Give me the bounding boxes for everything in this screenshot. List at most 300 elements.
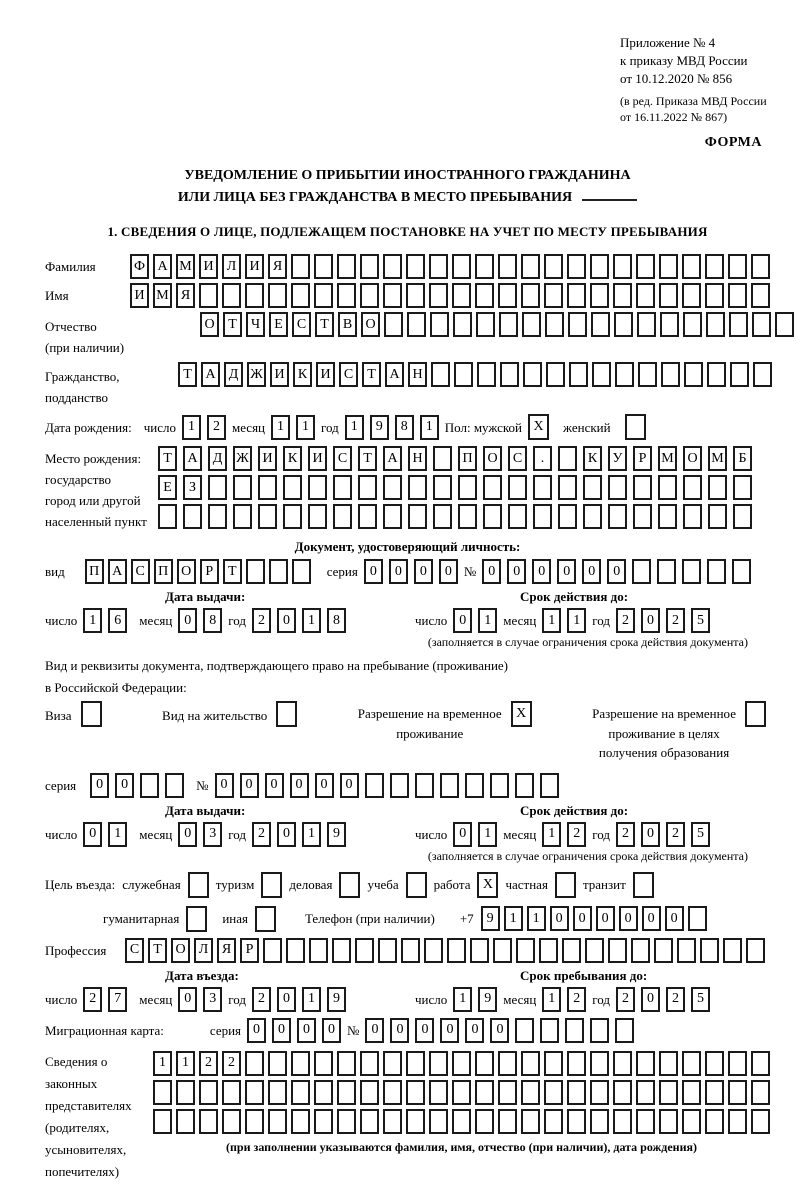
char-box[interactable] xyxy=(775,312,794,337)
char-box[interactable] xyxy=(199,1109,218,1134)
char-box[interactable] xyxy=(657,559,676,584)
char-box[interactable]: 2 xyxy=(83,987,102,1012)
char-box[interactable] xyxy=(728,283,747,308)
char-box[interactable] xyxy=(728,1051,747,1076)
char-box[interactable] xyxy=(498,1051,517,1076)
char-box[interactable] xyxy=(314,254,333,279)
char-box[interactable] xyxy=(452,1080,471,1105)
char-box[interactable]: О xyxy=(200,312,219,337)
char-box[interactable]: 0 xyxy=(390,1018,409,1043)
char-box[interactable]: 1 xyxy=(527,906,546,931)
char-box[interactable]: 0 xyxy=(247,1018,266,1043)
char-box[interactable]: Т xyxy=(315,312,334,337)
char-box[interactable]: З xyxy=(183,475,202,500)
char-box[interactable] xyxy=(508,475,527,500)
char-box[interactable] xyxy=(475,1109,494,1134)
purpose-work-checkbox[interactable]: X xyxy=(477,872,498,898)
char-box[interactable] xyxy=(729,312,748,337)
char-box[interactable]: Е xyxy=(158,475,177,500)
char-box[interactable] xyxy=(365,773,384,798)
char-box[interactable] xyxy=(591,312,610,337)
char-box[interactable]: Р xyxy=(240,938,259,963)
char-box[interactable] xyxy=(314,1051,333,1076)
char-box[interactable] xyxy=(567,1080,586,1105)
char-box[interactable]: А xyxy=(153,254,172,279)
char-box[interactable] xyxy=(291,1109,310,1134)
purpose-study-checkbox[interactable] xyxy=(406,872,427,898)
char-box[interactable] xyxy=(636,1051,655,1076)
char-box[interactable] xyxy=(258,475,277,500)
char-box[interactable] xyxy=(476,312,495,337)
char-box[interactable]: И xyxy=(270,362,289,387)
char-box[interactable] xyxy=(360,1109,379,1134)
char-box[interactable] xyxy=(728,1080,747,1105)
char-box[interactable] xyxy=(268,283,287,308)
char-box[interactable]: 2 xyxy=(207,415,226,440)
purpose-tourism-checkbox[interactable] xyxy=(261,872,282,898)
char-box[interactable]: 5 xyxy=(691,987,710,1012)
char-box[interactable] xyxy=(176,1080,195,1105)
char-box[interactable] xyxy=(659,1109,678,1134)
char-box[interactable] xyxy=(521,254,540,279)
temp-permit-checkbox[interactable]: X xyxy=(511,701,532,727)
char-box[interactable]: 6 xyxy=(108,608,127,633)
char-box[interactable] xyxy=(406,1109,425,1134)
char-box[interactable]: И xyxy=(316,362,335,387)
char-box[interactable]: 0 xyxy=(178,987,197,1012)
char-box[interactable]: 3 xyxy=(203,822,222,847)
char-box[interactable]: Т xyxy=(158,446,177,471)
char-box[interactable] xyxy=(684,362,703,387)
char-box[interactable]: 2 xyxy=(666,987,685,1012)
char-box[interactable] xyxy=(638,362,657,387)
char-box[interactable]: 1 xyxy=(182,415,201,440)
char-box[interactable] xyxy=(245,1080,264,1105)
char-box[interactable]: 2 xyxy=(666,608,685,633)
char-box[interactable]: 1 xyxy=(153,1051,172,1076)
char-box[interactable] xyxy=(682,254,701,279)
char-box[interactable] xyxy=(500,362,519,387)
purpose-humanitarian-checkbox[interactable] xyxy=(186,906,207,932)
char-box[interactable] xyxy=(565,1018,584,1043)
char-box[interactable]: Ф xyxy=(130,254,149,279)
char-box[interactable]: И xyxy=(308,446,327,471)
char-box[interactable] xyxy=(753,362,772,387)
char-box[interactable]: 0 xyxy=(277,987,296,1012)
char-box[interactable]: К xyxy=(283,446,302,471)
char-box[interactable]: С xyxy=(131,559,150,584)
char-box[interactable] xyxy=(477,362,496,387)
char-box[interactable]: О xyxy=(171,938,190,963)
char-box[interactable]: 2 xyxy=(222,1051,241,1076)
char-box[interactable]: 0 xyxy=(83,822,102,847)
char-box[interactable] xyxy=(545,312,564,337)
char-box[interactable]: 0 xyxy=(178,822,197,847)
char-box[interactable] xyxy=(430,312,449,337)
char-box[interactable] xyxy=(521,1109,540,1134)
char-box[interactable] xyxy=(708,475,727,500)
char-box[interactable] xyxy=(424,938,443,963)
char-box[interactable] xyxy=(636,1109,655,1134)
char-box[interactable] xyxy=(498,283,517,308)
char-box[interactable]: Р xyxy=(633,446,652,471)
char-box[interactable] xyxy=(568,312,587,337)
char-box[interactable] xyxy=(558,475,577,500)
char-box[interactable] xyxy=(632,559,651,584)
char-box[interactable] xyxy=(613,254,632,279)
char-box[interactable]: Р xyxy=(200,559,219,584)
char-box[interactable] xyxy=(705,254,724,279)
char-box[interactable]: П xyxy=(85,559,104,584)
char-box[interactable]: Н xyxy=(408,362,427,387)
char-box[interactable] xyxy=(613,1080,632,1105)
char-box[interactable] xyxy=(493,938,512,963)
char-box[interactable] xyxy=(383,1051,402,1076)
char-box[interactable] xyxy=(390,773,409,798)
char-box[interactable] xyxy=(498,1109,517,1134)
char-box[interactable] xyxy=(245,1109,264,1134)
char-box[interactable] xyxy=(383,254,402,279)
char-box[interactable]: Л xyxy=(222,254,241,279)
char-box[interactable] xyxy=(631,938,650,963)
char-box[interactable] xyxy=(383,504,402,529)
char-box[interactable] xyxy=(458,504,477,529)
char-box[interactable] xyxy=(447,938,466,963)
char-box[interactable] xyxy=(268,1051,287,1076)
char-box[interactable]: 0 xyxy=(340,773,359,798)
char-box[interactable]: 0 xyxy=(115,773,134,798)
char-box[interactable] xyxy=(688,906,707,931)
char-box[interactable]: 1 xyxy=(271,415,290,440)
char-box[interactable] xyxy=(222,283,241,308)
char-box[interactable] xyxy=(515,773,534,798)
char-box[interactable]: М xyxy=(153,283,172,308)
char-box[interactable]: 9 xyxy=(370,415,389,440)
char-box[interactable] xyxy=(683,312,702,337)
char-box[interactable]: М xyxy=(176,254,195,279)
char-box[interactable] xyxy=(706,312,725,337)
char-box[interactable]: 2 xyxy=(616,987,635,1012)
char-box[interactable] xyxy=(429,1080,448,1105)
char-box[interactable] xyxy=(508,504,527,529)
char-box[interactable] xyxy=(751,254,770,279)
char-box[interactable]: 0 xyxy=(507,559,526,584)
char-box[interactable]: 0 xyxy=(607,559,626,584)
char-box[interactable] xyxy=(245,283,264,308)
char-box[interactable] xyxy=(384,312,403,337)
char-box[interactable]: 0 xyxy=(557,559,576,584)
char-box[interactable]: 0 xyxy=(414,559,433,584)
char-box[interactable] xyxy=(583,504,602,529)
char-box[interactable] xyxy=(613,1109,632,1134)
char-box[interactable] xyxy=(332,938,351,963)
char-box[interactable] xyxy=(730,362,749,387)
char-box[interactable]: П xyxy=(458,446,477,471)
char-box[interactable]: 1 xyxy=(504,906,523,931)
char-box[interactable] xyxy=(153,1080,172,1105)
char-box[interactable] xyxy=(732,559,751,584)
char-box[interactable]: С xyxy=(333,446,352,471)
char-box[interactable] xyxy=(475,283,494,308)
char-box[interactable] xyxy=(268,1109,287,1134)
char-box[interactable] xyxy=(659,1051,678,1076)
char-box[interactable] xyxy=(608,504,627,529)
char-box[interactable] xyxy=(585,938,604,963)
char-box[interactable]: 1 xyxy=(345,415,364,440)
char-box[interactable] xyxy=(165,773,184,798)
char-box[interactable]: 0 xyxy=(641,608,660,633)
char-box[interactable] xyxy=(452,1109,471,1134)
char-box[interactable] xyxy=(153,1109,172,1134)
char-box[interactable] xyxy=(429,254,448,279)
char-box[interactable] xyxy=(453,312,472,337)
char-box[interactable] xyxy=(637,312,656,337)
char-box[interactable] xyxy=(490,773,509,798)
char-box[interactable] xyxy=(452,254,471,279)
purpose-business-checkbox[interactable] xyxy=(339,872,360,898)
char-box[interactable] xyxy=(592,362,611,387)
char-box[interactable] xyxy=(515,1018,534,1043)
char-box[interactable] xyxy=(465,773,484,798)
char-box[interactable] xyxy=(636,1080,655,1105)
residence-permit-checkbox[interactable] xyxy=(276,701,297,727)
char-box[interactable]: 1 xyxy=(453,987,472,1012)
char-box[interactable] xyxy=(308,475,327,500)
char-box[interactable] xyxy=(475,1051,494,1076)
char-box[interactable]: . xyxy=(533,446,552,471)
char-box[interactable] xyxy=(633,504,652,529)
char-box[interactable] xyxy=(246,559,265,584)
char-box[interactable] xyxy=(452,283,471,308)
char-box[interactable] xyxy=(383,1080,402,1105)
char-box[interactable] xyxy=(615,1018,634,1043)
char-box[interactable] xyxy=(544,1109,563,1134)
char-box[interactable]: Н xyxy=(408,446,427,471)
char-box[interactable] xyxy=(544,1080,563,1105)
char-box[interactable] xyxy=(751,1051,770,1076)
char-box[interactable]: Ж xyxy=(233,446,252,471)
char-box[interactable] xyxy=(406,1051,425,1076)
char-box[interactable] xyxy=(544,283,563,308)
char-box[interactable]: О xyxy=(361,312,380,337)
purpose-other-checkbox[interactable] xyxy=(255,906,276,932)
char-box[interactable] xyxy=(590,1018,609,1043)
char-box[interactable] xyxy=(292,559,311,584)
char-box[interactable]: Т xyxy=(148,938,167,963)
char-box[interactable] xyxy=(268,1080,287,1105)
char-box[interactable] xyxy=(406,1080,425,1105)
char-box[interactable]: 0 xyxy=(665,906,684,931)
char-box[interactable]: О xyxy=(177,559,196,584)
char-box[interactable] xyxy=(291,254,310,279)
char-box[interactable]: Я xyxy=(217,938,236,963)
char-box[interactable] xyxy=(590,1080,609,1105)
char-box[interactable] xyxy=(408,504,427,529)
char-box[interactable] xyxy=(378,938,397,963)
char-box[interactable]: 3 xyxy=(203,987,222,1012)
char-box[interactable]: А xyxy=(201,362,220,387)
char-box[interactable] xyxy=(728,1109,747,1134)
char-box[interactable] xyxy=(498,1080,517,1105)
char-box[interactable] xyxy=(360,283,379,308)
char-box[interactable]: 0 xyxy=(642,906,661,931)
char-box[interactable] xyxy=(269,559,288,584)
purpose-official-checkbox[interactable] xyxy=(188,872,209,898)
char-box[interactable] xyxy=(751,1080,770,1105)
char-box[interactable]: А xyxy=(108,559,127,584)
char-box[interactable] xyxy=(659,254,678,279)
char-box[interactable] xyxy=(682,283,701,308)
char-box[interactable]: Ч xyxy=(246,312,265,337)
char-box[interactable] xyxy=(590,1051,609,1076)
char-box[interactable] xyxy=(700,938,719,963)
char-box[interactable]: 0 xyxy=(439,559,458,584)
char-box[interactable] xyxy=(540,773,559,798)
char-box[interactable] xyxy=(723,938,742,963)
char-box[interactable] xyxy=(475,1080,494,1105)
char-box[interactable] xyxy=(222,1080,241,1105)
char-box[interactable]: О xyxy=(683,446,702,471)
char-box[interactable] xyxy=(539,938,558,963)
char-box[interactable] xyxy=(440,773,459,798)
char-box[interactable] xyxy=(751,283,770,308)
char-box[interactable] xyxy=(283,504,302,529)
char-box[interactable] xyxy=(682,1080,701,1105)
char-box[interactable]: 5 xyxy=(691,608,710,633)
char-box[interactable]: 2 xyxy=(252,822,271,847)
char-box[interactable]: Т xyxy=(362,362,381,387)
char-box[interactable] xyxy=(633,475,652,500)
char-box[interactable]: 2 xyxy=(616,822,635,847)
char-box[interactable] xyxy=(562,938,581,963)
char-box[interactable] xyxy=(360,1080,379,1105)
char-box[interactable] xyxy=(199,283,218,308)
char-box[interactable] xyxy=(258,504,277,529)
char-box[interactable] xyxy=(521,283,540,308)
char-box[interactable] xyxy=(483,504,502,529)
char-box[interactable] xyxy=(407,312,426,337)
char-box[interactable] xyxy=(682,1051,701,1076)
char-box[interactable] xyxy=(567,283,586,308)
char-box[interactable] xyxy=(452,1051,471,1076)
char-box[interactable] xyxy=(333,504,352,529)
char-box[interactable] xyxy=(733,475,752,500)
char-box[interactable] xyxy=(458,475,477,500)
char-box[interactable] xyxy=(521,1051,540,1076)
char-box[interactable] xyxy=(233,504,252,529)
char-box[interactable]: С xyxy=(508,446,527,471)
char-box[interactable] xyxy=(401,938,420,963)
char-box[interactable]: И xyxy=(245,254,264,279)
char-box[interactable]: 0 xyxy=(277,608,296,633)
char-box[interactable]: 1 xyxy=(176,1051,195,1076)
char-box[interactable]: 1 xyxy=(302,608,321,633)
char-box[interactable]: И xyxy=(258,446,277,471)
char-box[interactable]: Я xyxy=(176,283,195,308)
char-box[interactable] xyxy=(659,283,678,308)
char-box[interactable]: 1 xyxy=(83,608,102,633)
char-box[interactable] xyxy=(682,559,701,584)
purpose-private-checkbox[interactable] xyxy=(555,872,576,898)
char-box[interactable] xyxy=(309,938,328,963)
char-box[interactable] xyxy=(613,1051,632,1076)
char-box[interactable]: А xyxy=(385,362,404,387)
char-box[interactable]: У xyxy=(608,446,627,471)
char-box[interactable] xyxy=(705,1051,724,1076)
char-box[interactable] xyxy=(683,475,702,500)
char-box[interactable] xyxy=(199,1080,218,1105)
char-box[interactable] xyxy=(429,1109,448,1134)
char-box[interactable]: М xyxy=(708,446,727,471)
char-box[interactable] xyxy=(383,475,402,500)
char-box[interactable] xyxy=(429,1051,448,1076)
char-box[interactable]: 0 xyxy=(272,1018,291,1043)
char-box[interactable]: К xyxy=(583,446,602,471)
char-box[interactable] xyxy=(415,773,434,798)
char-box[interactable]: 1 xyxy=(302,987,321,1012)
char-box[interactable] xyxy=(533,504,552,529)
char-box[interactable] xyxy=(337,283,356,308)
char-box[interactable] xyxy=(337,1051,356,1076)
char-box[interactable]: 2 xyxy=(252,608,271,633)
char-box[interactable] xyxy=(523,362,542,387)
sex-male-checkbox[interactable]: X xyxy=(528,414,549,440)
char-box[interactable]: Л xyxy=(194,938,213,963)
char-box[interactable] xyxy=(498,254,517,279)
char-box[interactable] xyxy=(233,475,252,500)
char-box[interactable]: 7 xyxy=(108,987,127,1012)
char-box[interactable]: Т xyxy=(358,446,377,471)
char-box[interactable]: К xyxy=(293,362,312,387)
char-box[interactable]: 1 xyxy=(296,415,315,440)
char-box[interactable]: С xyxy=(292,312,311,337)
char-box[interactable]: 9 xyxy=(478,987,497,1012)
char-box[interactable] xyxy=(454,362,473,387)
char-box[interactable] xyxy=(337,1080,356,1105)
char-box[interactable] xyxy=(360,1051,379,1076)
char-box[interactable]: 0 xyxy=(440,1018,459,1043)
char-box[interactable] xyxy=(283,475,302,500)
visa-checkbox[interactable] xyxy=(81,701,102,727)
char-box[interactable]: 8 xyxy=(327,608,346,633)
char-box[interactable] xyxy=(660,312,679,337)
char-box[interactable] xyxy=(567,254,586,279)
char-box[interactable] xyxy=(654,938,673,963)
char-box[interactable] xyxy=(728,254,747,279)
char-box[interactable] xyxy=(658,504,677,529)
char-box[interactable] xyxy=(406,254,425,279)
char-box[interactable] xyxy=(636,254,655,279)
char-box[interactable]: 0 xyxy=(315,773,334,798)
char-box[interactable] xyxy=(544,254,563,279)
char-box[interactable]: 2 xyxy=(252,987,271,1012)
char-box[interactable]: 9 xyxy=(327,822,346,847)
char-box[interactable]: 0 xyxy=(415,1018,434,1043)
char-box[interactable] xyxy=(708,504,727,529)
char-box[interactable]: 0 xyxy=(290,773,309,798)
char-box[interactable] xyxy=(355,938,374,963)
char-box[interactable] xyxy=(222,1109,241,1134)
char-box[interactable]: 1 xyxy=(302,822,321,847)
char-box[interactable]: 2 xyxy=(199,1051,218,1076)
char-box[interactable]: Е xyxy=(269,312,288,337)
char-box[interactable] xyxy=(208,475,227,500)
char-box[interactable] xyxy=(590,283,609,308)
char-box[interactable]: И xyxy=(199,254,218,279)
char-box[interactable] xyxy=(208,504,227,529)
char-box[interactable] xyxy=(707,559,726,584)
char-box[interactable] xyxy=(705,1109,724,1134)
